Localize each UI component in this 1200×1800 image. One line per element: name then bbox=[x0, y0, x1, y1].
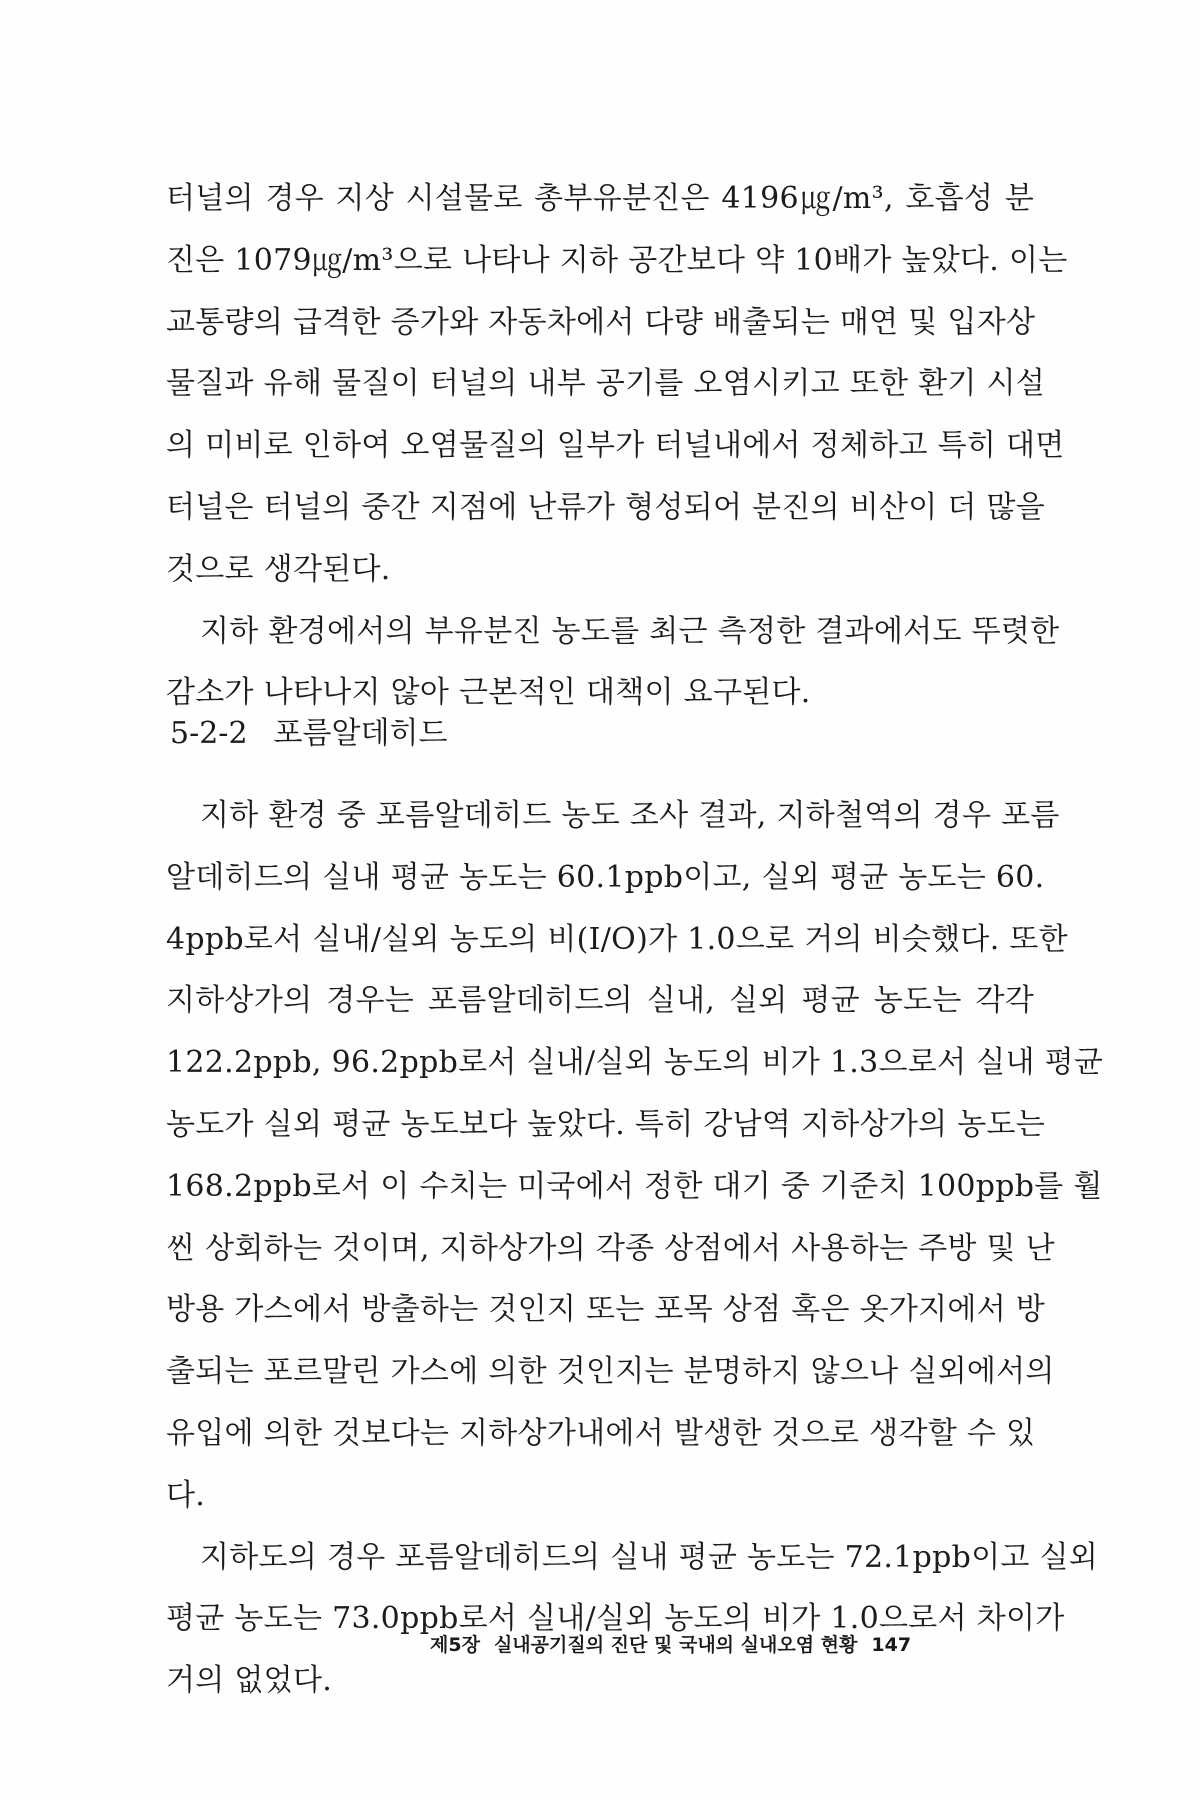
text-line: 방용 가스에서 방출하는 것인지 또는 포목 상점 혹은 옷가지에서 방 bbox=[166, 1292, 1046, 1328]
text-line: 농도가 실외 평균 농도보다 높았다. 특히 강남역 지하상가의 농도는 bbox=[166, 1106, 1046, 1142]
text-line: 유입에 의한 것보다는 지하상가내에서 발생한 것으로 생각할 수 있 bbox=[166, 1415, 1036, 1451]
text-line: 평균 농도는 73.0ppb로서 실내/실외 농도의 비가 1.0으로서 차이가 bbox=[166, 1601, 1065, 1637]
page-number: 147 bbox=[871, 1634, 912, 1656]
text-line: 의 미비로 인하여 오염물질의 일부가 터널내에서 정체하고 특히 대면 bbox=[166, 428, 1065, 464]
footer-title: 실내공기질의 진단 및 국내의 실내오염 현황 bbox=[493, 1634, 858, 1656]
text-line: 지하상가의 경우는 포름알데히드의 실내, 실외 평균 농도는 각각 bbox=[166, 983, 1034, 1019]
text-line: 4ppb로서 실내/실외 농도의 비(I/O)가 1.0으로 거의 비슷했다. 또한 bbox=[166, 921, 1068, 957]
paragraph-block-formaldehyde bbox=[166, 785, 1104, 1712]
text-line: 터널은 터널의 중간 지점에 난류가 형성되어 분진의 비산이 더 많을 bbox=[166, 489, 1046, 525]
text-line: 감소가 나타나지 않아 근본적인 대책이 요구된다. bbox=[166, 675, 811, 711]
text-line: 알데히드의 실내 평균 농도는 60.1ppb이고, 실외 평균 농도는 60. bbox=[166, 859, 1045, 895]
text-line: 교통량의 급격한 증가와 자동차에서 다량 배출되는 매연 및 입자상 bbox=[166, 304, 1036, 340]
text-line: 다. bbox=[166, 1477, 206, 1513]
section-title: 포름알데히드 bbox=[273, 716, 448, 751]
text-line: 진은 1079㎍/m³으로 나타나 지하 공간보다 약 10배가 높았다. 이는 bbox=[166, 242, 1068, 278]
page-footer bbox=[430, 1630, 990, 1660]
footer-chapter: 제5장 bbox=[430, 1634, 480, 1656]
text-line: 지하 환경 중 포름알데히드 농도 조사 결과, 지하철역의 경우 포름 bbox=[200, 798, 1060, 833]
text-line: 지하 환경에서의 부유분진 농도를 최근 측정한 결과에서도 뚜렷한 bbox=[200, 613, 1060, 649]
text-line: 터널의 경우 지상 시설물로 총부유분진은 4196㎍/m³, 호흡성 분 bbox=[166, 181, 1034, 216]
text-line: 물질과 유해 물질이 터널의 내부 공기를 오염시키고 또한 환기 시설 bbox=[166, 366, 1046, 402]
text-line: 것으로 생각된다. bbox=[166, 551, 391, 587]
text-line: 168.2ppb로서 이 수치는 미국에서 정한 대기 중 기준치 100ppb를 훨 bbox=[166, 1168, 1103, 1204]
text-line: 씬 상회하는 것이며, 지하상가의 각종 상점에서 사용하는 주방 및 난 bbox=[166, 1230, 1055, 1266]
text-line: 출되는 포르말린 가스에 의한 것인지는 분명하지 않으나 실외에서의 bbox=[166, 1354, 1055, 1390]
section-heading bbox=[170, 714, 447, 754]
text-line: 거의 없었다. bbox=[166, 1663, 333, 1699]
text-line: 지하도의 경우 포름알데히드의 실내 평균 농도는 72.1ppb이고 실외 bbox=[200, 1539, 1099, 1575]
text-line: 122.2ppb, 96.2ppb로서 실내/실외 농도의 비가 1.3으로서 실내 평균 bbox=[166, 1045, 1104, 1081]
paragraph-block-dust bbox=[166, 168, 1068, 724]
section-number: 5-2-2 bbox=[170, 716, 248, 751]
